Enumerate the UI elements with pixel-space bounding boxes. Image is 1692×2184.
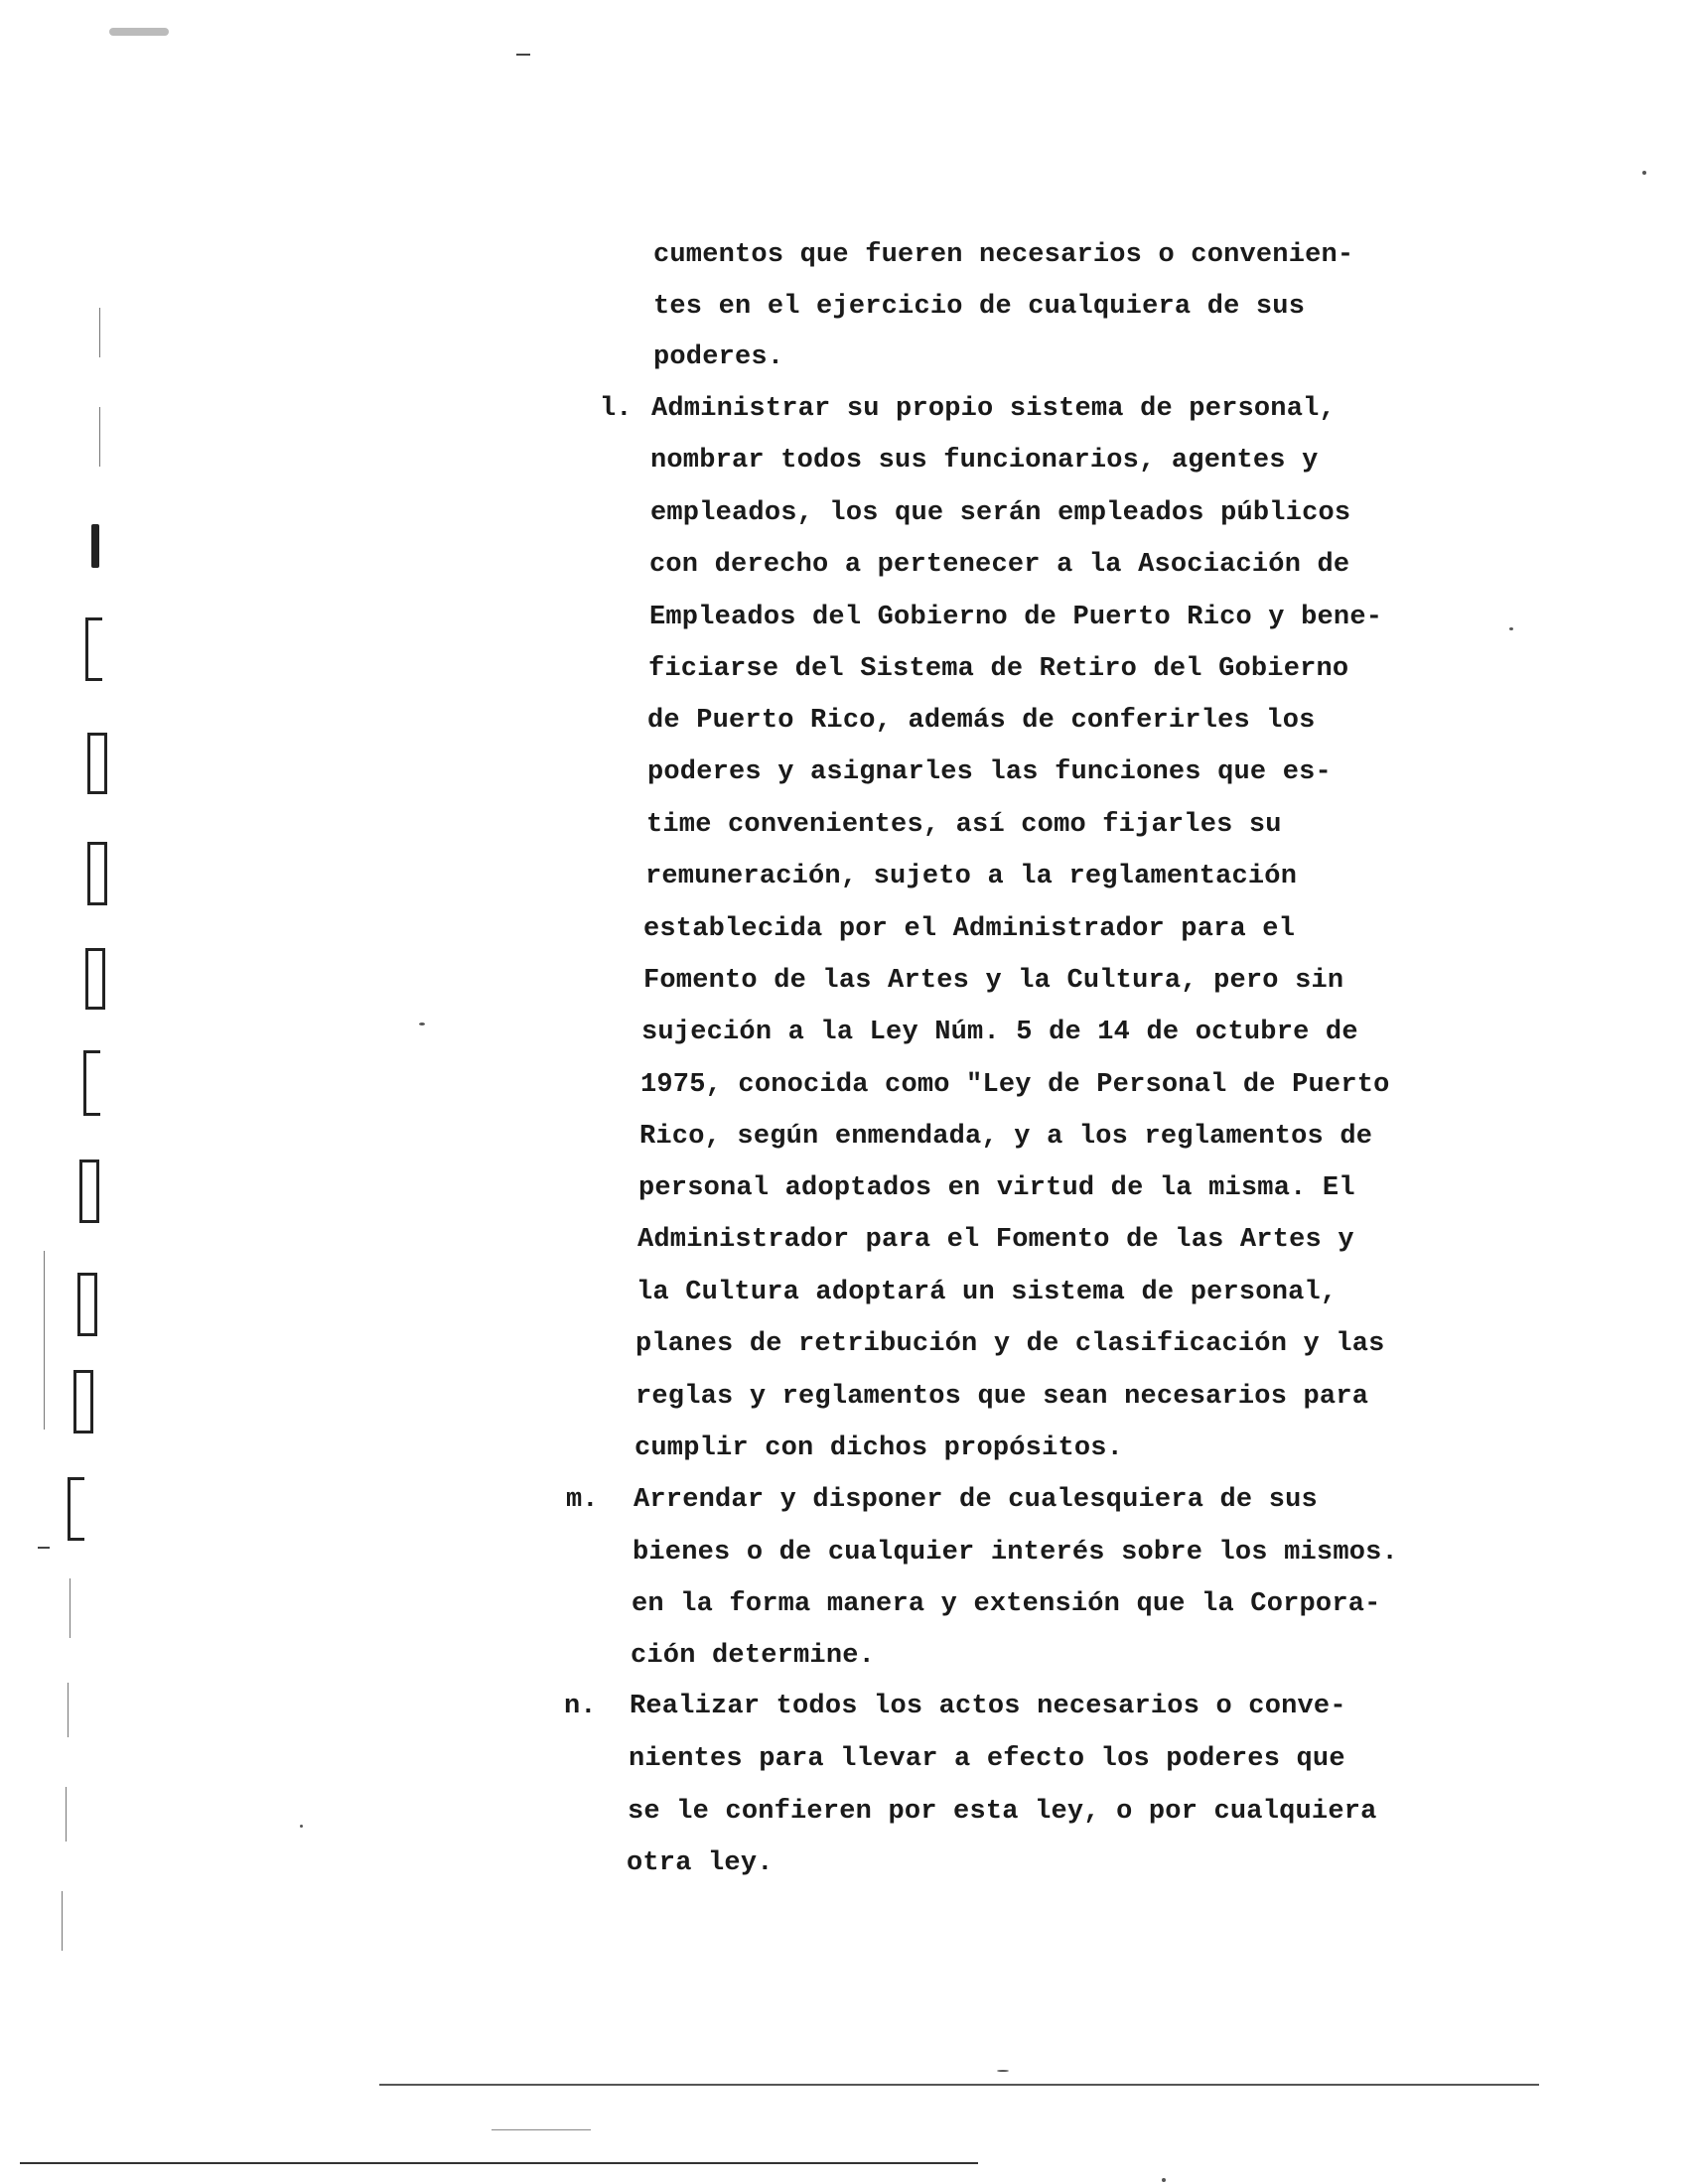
scan-line bbox=[516, 54, 530, 56]
text-line: cumplir con dichos propósitos. bbox=[634, 1433, 1124, 1463]
scan-speck bbox=[300, 1825, 303, 1828]
text-line: planes de retribución y de clasificación y las bbox=[635, 1329, 1385, 1359]
scan-bracket bbox=[83, 1050, 100, 1116]
text-line: cumentos que fueren necesarios o convenien- bbox=[653, 240, 1354, 270]
scan-line bbox=[99, 308, 100, 357]
text-line: en la forma manera y extensión que la Corpora- bbox=[632, 1589, 1381, 1619]
text-line: establecida por el Administrador para el bbox=[643, 914, 1296, 944]
scan-line bbox=[379, 2084, 1539, 2086]
scan-speck bbox=[1642, 171, 1646, 175]
text-line: Empleados del Gobierno de Puerto Rico y bene- bbox=[649, 603, 1383, 632]
text-line: sujeción a la Ley Núm. 5 de 14 de octubre de bbox=[641, 1018, 1358, 1047]
text-line: poderes y asignarles las funciones que es- bbox=[647, 757, 1332, 787]
text-line: empleados, los que serán empleados públicos bbox=[650, 498, 1351, 528]
text-line: Administrador para el Fomento de las Artes y bbox=[637, 1225, 1354, 1255]
text-line: de Puerto Rico, además de conferirles los bbox=[647, 706, 1316, 736]
scan-line bbox=[62, 1891, 63, 1951]
scan-line bbox=[44, 1251, 45, 1430]
text-line: nientes para llevar a efecto los poderes que bbox=[629, 1744, 1345, 1774]
item-marker-m: m. bbox=[566, 1485, 599, 1515]
text-line: tes en el ejercicio de cualquiera de sus bbox=[653, 292, 1306, 322]
scan-line bbox=[68, 1683, 69, 1737]
text-line: ción determine. bbox=[631, 1641, 876, 1671]
scan-speck bbox=[109, 28, 169, 36]
scan-line bbox=[38, 1547, 50, 1549]
text-line: con derecho a pertenecer a la Asociación de bbox=[649, 550, 1350, 580]
text-line: bienes o de cualquier interés sobre los mismos. bbox=[633, 1538, 1398, 1568]
scan-speck bbox=[997, 2070, 1009, 2072]
text-line: Rico, según enmendada, y a los reglamentos de bbox=[639, 1122, 1373, 1152]
text-line: Realizar todos los actos necesarios o conve- bbox=[630, 1692, 1346, 1721]
scan-bracket bbox=[77, 1273, 97, 1336]
scan-speck bbox=[1509, 627, 1513, 630]
scan-bracket bbox=[85, 948, 105, 1010]
scan-speck bbox=[1162, 2178, 1166, 2182]
scan-line bbox=[492, 2129, 591, 2130]
text-line: personal adoptados en virtud de la misma. El bbox=[638, 1173, 1355, 1203]
text-line: 1975, conocida como "Ley de Personal de Puerto bbox=[640, 1070, 1390, 1100]
scan-speck bbox=[419, 1023, 425, 1025]
scan-bracket bbox=[87, 733, 107, 794]
scan-line bbox=[20, 2162, 978, 2164]
scan-bracket bbox=[79, 1160, 99, 1223]
scan-line bbox=[66, 1787, 67, 1842]
text-line: poderes. bbox=[653, 342, 784, 372]
scan-bracket bbox=[68, 1477, 84, 1541]
scan-bracket bbox=[85, 617, 102, 681]
text-line: se le confieren por esta ley, o por cualquiera bbox=[628, 1797, 1377, 1827]
item-marker-l: l. bbox=[600, 394, 633, 424]
scan-mark bbox=[91, 524, 99, 568]
text-line: reglas y reglamentos que sean necesarios para bbox=[635, 1382, 1369, 1412]
text-line: otra ley. bbox=[627, 1848, 774, 1878]
text-line: Fomento de las Artes y la Cultura, pero sin bbox=[643, 966, 1344, 996]
scan-line bbox=[99, 407, 100, 467]
scan-bracket bbox=[87, 842, 107, 905]
scan-bracket bbox=[73, 1370, 93, 1433]
text-line: Arrendar y disponer de cualesquiera de sus bbox=[634, 1485, 1318, 1515]
item-marker-n: n. bbox=[564, 1692, 597, 1721]
text-line: time convenientes, así como fijarles su bbox=[646, 810, 1282, 840]
text-line: la Cultura adoptará un sistema de personal, bbox=[636, 1278, 1338, 1307]
text-line: Administrar su propio sistema de personal, bbox=[651, 394, 1336, 424]
text-line: remuneración, sujeto a la reglamentación bbox=[645, 862, 1298, 891]
text-line: nombrar todos sus funcionarios, agentes y bbox=[650, 446, 1319, 476]
text-line: ficiarse del Sistema de Retiro del Gobierno bbox=[648, 654, 1349, 684]
